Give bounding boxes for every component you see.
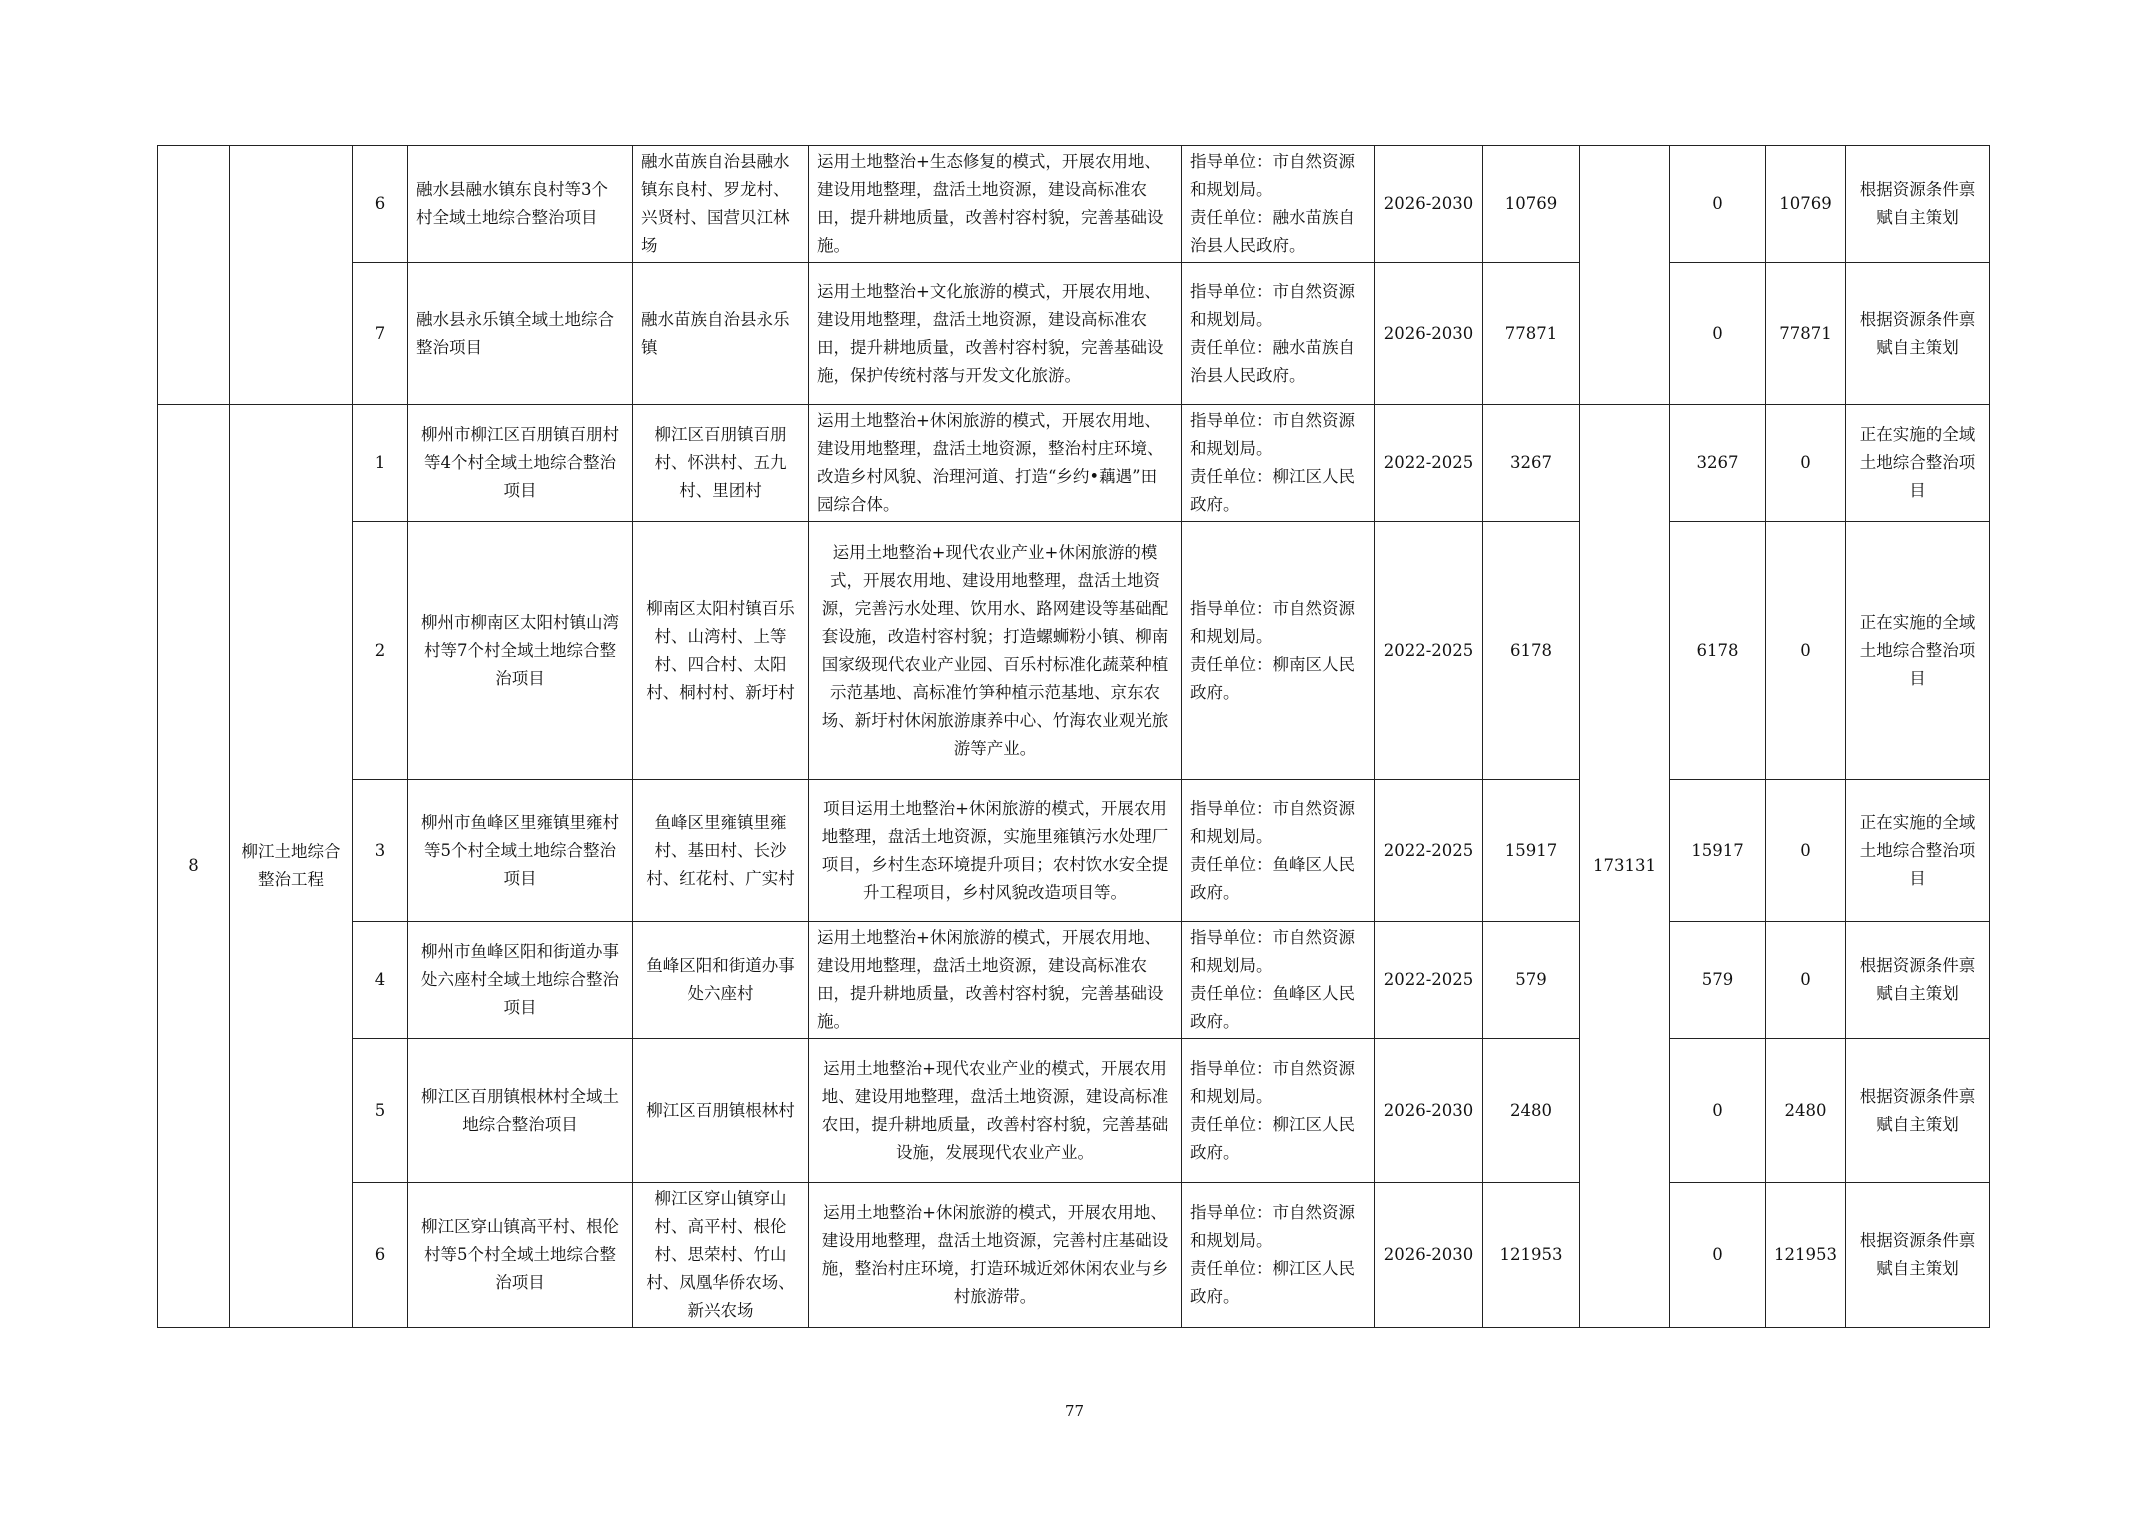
- project-content: 运用土地整治+现代农业产业+休闲旅游的模式，开展农用地、建设用地整理，盘活土地资源，完善污水处理、饮用水、路网建设等基础配套设施，改造村容村貌；打造螺蛳粉小镇、柳南国家级现代农业产业园、百乐村标准化蔬菜种植示范基地、高标准竹笋种植示范基地、京东农场、新圩村休闲旅游康养中心、竹海农业观光旅游等产业。: [809, 522, 1182, 780]
- table-row: [158, 922, 1990, 1039]
- page-number: 77: [1064, 1402, 1085, 1420]
- project-content: 运用土地整治+休闲旅游的模式，开展农用地、建设用地整理，盘活土地资源，完善村庄基础设施，整治村庄环境，打造环城近郊休闲农业与乡村旅游带。: [809, 1183, 1182, 1328]
- investment: 77871: [1483, 263, 1580, 405]
- investment-phase-1: 0: [1670, 1039, 1766, 1183]
- table-row: [158, 780, 1990, 922]
- period: 2022-2025: [1375, 522, 1483, 780]
- responsible-units: 指导单位：市自然资源和规划局。 责任单位：融水苗族自治县人民政府。: [1182, 263, 1375, 405]
- period: 2022-2025: [1375, 780, 1483, 922]
- project-table: [157, 145, 1990, 1328]
- project-content: 运用土地整治+休闲旅游的模式，开展农用地、建设用地整理，盘活土地资源，建设高标准农田，提升耕地质量，改善村容村貌，完善基础设施。: [809, 922, 1182, 1039]
- group-total: 173131: [1580, 405, 1670, 1328]
- project-scope: 柳南区太阳村镇百乐村、山湾村、上等村、四合村、太阳村、桐村村、新圩村: [633, 522, 809, 780]
- investment-phase-1: 579: [1670, 922, 1766, 1039]
- project-name: 柳江区穿山镇高平村、根伦村等5个村全域土地综合整治项目: [408, 1183, 633, 1328]
- period: 2026-2030: [1375, 1039, 1483, 1183]
- table-row: [158, 146, 1990, 263]
- project-content: 运用土地整治+休闲旅游的模式，开展农用地、建设用地整理，盘活土地资源，整治村庄环境、改造乡村风貌、治理河道、打造“乡约•藕遇”田园综合体。: [809, 405, 1182, 522]
- project-name: 融水县永乐镇全域土地综合整治项目: [408, 263, 633, 405]
- investment-phase-2: 10769: [1766, 146, 1846, 263]
- group-name: [230, 146, 353, 405]
- project-name: 柳州市鱼峰区里雍镇里雍村等5个村全域土地综合整治项目: [408, 780, 633, 922]
- project-name: 柳州市柳南区太阳村镇山湾村等7个村全域土地综合整治项目: [408, 522, 633, 780]
- responsible-units: 指导单位：市自然资源和规划局。 责任单位：柳南区人民政府。: [1182, 522, 1375, 780]
- responsible-units: 指导单位：市自然资源和规划局。 责任单位：鱼峰区人民政府。: [1182, 780, 1375, 922]
- investment-phase-2: 0: [1766, 780, 1846, 922]
- investment-phase-2: 0: [1766, 405, 1846, 522]
- responsible-units: 指导单位：市自然资源和规划局。 责任单位：柳江区人民政府。: [1182, 405, 1375, 522]
- project-content: 运用土地整治+生态修复的模式，开展农用地、建设用地整理，盘活土地资源，建设高标准农田，提升耕地质量，改善村容村貌，完善基础设施。: [809, 146, 1182, 263]
- table-row: [158, 1039, 1990, 1183]
- investment: 6178: [1483, 522, 1580, 780]
- project-scope: 柳江区穿山镇穿山村、高平村、根伦村、思荣村、竹山村、凤凰华侨农场、新兴农场: [633, 1183, 809, 1328]
- investment-phase-2: 121953: [1766, 1183, 1846, 1328]
- project-content: 运用土地整治+现代农业产业的模式，开展农用地、建设用地整理，盘活土地资源，建设高标准农田，提升耕地质量，改善村容村貌，完善基础设施，发展现代农业产业。: [809, 1039, 1182, 1183]
- investment-phase-1: 3267: [1670, 405, 1766, 522]
- row-index: 6: [353, 146, 408, 263]
- group-name: 柳江土地综合整治工程: [230, 405, 353, 1328]
- row-index: 7: [353, 263, 408, 405]
- group-total: [1580, 146, 1670, 405]
- investment: 15917: [1483, 780, 1580, 922]
- project-content: 项目运用土地整治+休闲旅游的模式，开展农用地整理，盘活土地资源，实施里雍镇污水处理厂项目，乡村生态环境提升项目；农村饮水安全提升工程项目，乡村风貌改造项目等。: [809, 780, 1182, 922]
- remark: 根据资源条件禀赋自主策划: [1846, 146, 1990, 263]
- investment-phase-2: 0: [1766, 922, 1846, 1039]
- project-name: 柳州市鱼峰区阳和街道办事处六座村全域土地综合整治项目: [408, 922, 633, 1039]
- investment: 3267: [1483, 405, 1580, 522]
- project-scope: 柳江区百朋镇百朋村、怀洪村、五九村、里团村: [633, 405, 809, 522]
- investment: 2480: [1483, 1039, 1580, 1183]
- table-row: [158, 522, 1990, 780]
- investment: 579: [1483, 922, 1580, 1039]
- project-scope: 鱼峰区阳和街道办事处六座村: [633, 922, 809, 1039]
- row-index: 4: [353, 922, 408, 1039]
- table-row: [158, 405, 1990, 522]
- row-index: 5: [353, 1039, 408, 1183]
- project-name: 柳江区百朋镇根林村全域土地综合整治项目: [408, 1039, 633, 1183]
- project-scope: 鱼峰区里雍镇里雍村、基田村、长沙村、红花村、广实村: [633, 780, 809, 922]
- responsible-units: 指导单位：市自然资源和规划局。 责任单位：鱼峰区人民政府。: [1182, 922, 1375, 1039]
- project-name: 柳州市柳江区百朋镇百朋村等4个村全域土地综合整治项目: [408, 405, 633, 522]
- remark: 正在实施的全域土地综合整治项目: [1846, 522, 1990, 780]
- remark: 根据资源条件禀赋自主策划: [1846, 1183, 1990, 1328]
- project-content: 运用土地整治+文化旅游的模式，开展农用地、建设用地整理，盘活土地资源，建设高标准农田，提升耕地质量，改善村容村貌，完善基础设施，保护传统村落与开发文化旅游。: [809, 263, 1182, 405]
- investment-phase-2: 0: [1766, 522, 1846, 780]
- remark: 根据资源条件禀赋自主策划: [1846, 263, 1990, 405]
- period: 2026-2030: [1375, 146, 1483, 263]
- investment-phase-1: 0: [1670, 146, 1766, 263]
- responsible-units: 指导单位：市自然资源和规划局。 责任单位：柳江区人民政府。: [1182, 1183, 1375, 1328]
- period: 2022-2025: [1375, 405, 1483, 522]
- period: 2026-2030: [1375, 263, 1483, 405]
- project-scope: 融水苗族自治县永乐镇: [633, 263, 809, 405]
- row-index: 3: [353, 780, 408, 922]
- remark: 正在实施的全域土地综合整治项目: [1846, 405, 1990, 522]
- remark: 根据资源条件禀赋自主策划: [1846, 1039, 1990, 1183]
- row-index: 1: [353, 405, 408, 522]
- investment: 10769: [1483, 146, 1580, 263]
- table-row: [158, 1183, 1990, 1328]
- period: 2022-2025: [1375, 922, 1483, 1039]
- group-number: [158, 146, 230, 405]
- project-name: 融水县融水镇东良村等3个村全域土地综合整治项目: [408, 146, 633, 263]
- investment: 121953: [1483, 1183, 1580, 1328]
- investment-phase-1: 15917: [1670, 780, 1766, 922]
- table-row: [158, 263, 1990, 405]
- group-number: 8: [158, 405, 230, 1328]
- period: 2026-2030: [1375, 1183, 1483, 1328]
- responsible-units: 指导单位：市自然资源和规划局。 责任单位：融水苗族自治县人民政府。: [1182, 146, 1375, 263]
- project-scope: 融水苗族自治县融水镇东良村、罗龙村、兴贤村、国营贝江林场: [633, 146, 809, 263]
- investment-phase-1: 6178: [1670, 522, 1766, 780]
- row-index: 2: [353, 522, 408, 780]
- remark: 根据资源条件禀赋自主策划: [1846, 922, 1990, 1039]
- remark: 正在实施的全域土地综合整治项目: [1846, 780, 1990, 922]
- investment-phase-1: 0: [1670, 263, 1766, 405]
- row-index: 6: [353, 1183, 408, 1328]
- investment-phase-2: 77871: [1766, 263, 1846, 405]
- investment-phase-1: 0: [1670, 1183, 1766, 1328]
- responsible-units: 指导单位：市自然资源和规划局。 责任单位：柳江区人民政府。: [1182, 1039, 1375, 1183]
- investment-phase-2: 2480: [1766, 1039, 1846, 1183]
- project-scope: 柳江区百朋镇根林村: [633, 1039, 809, 1183]
